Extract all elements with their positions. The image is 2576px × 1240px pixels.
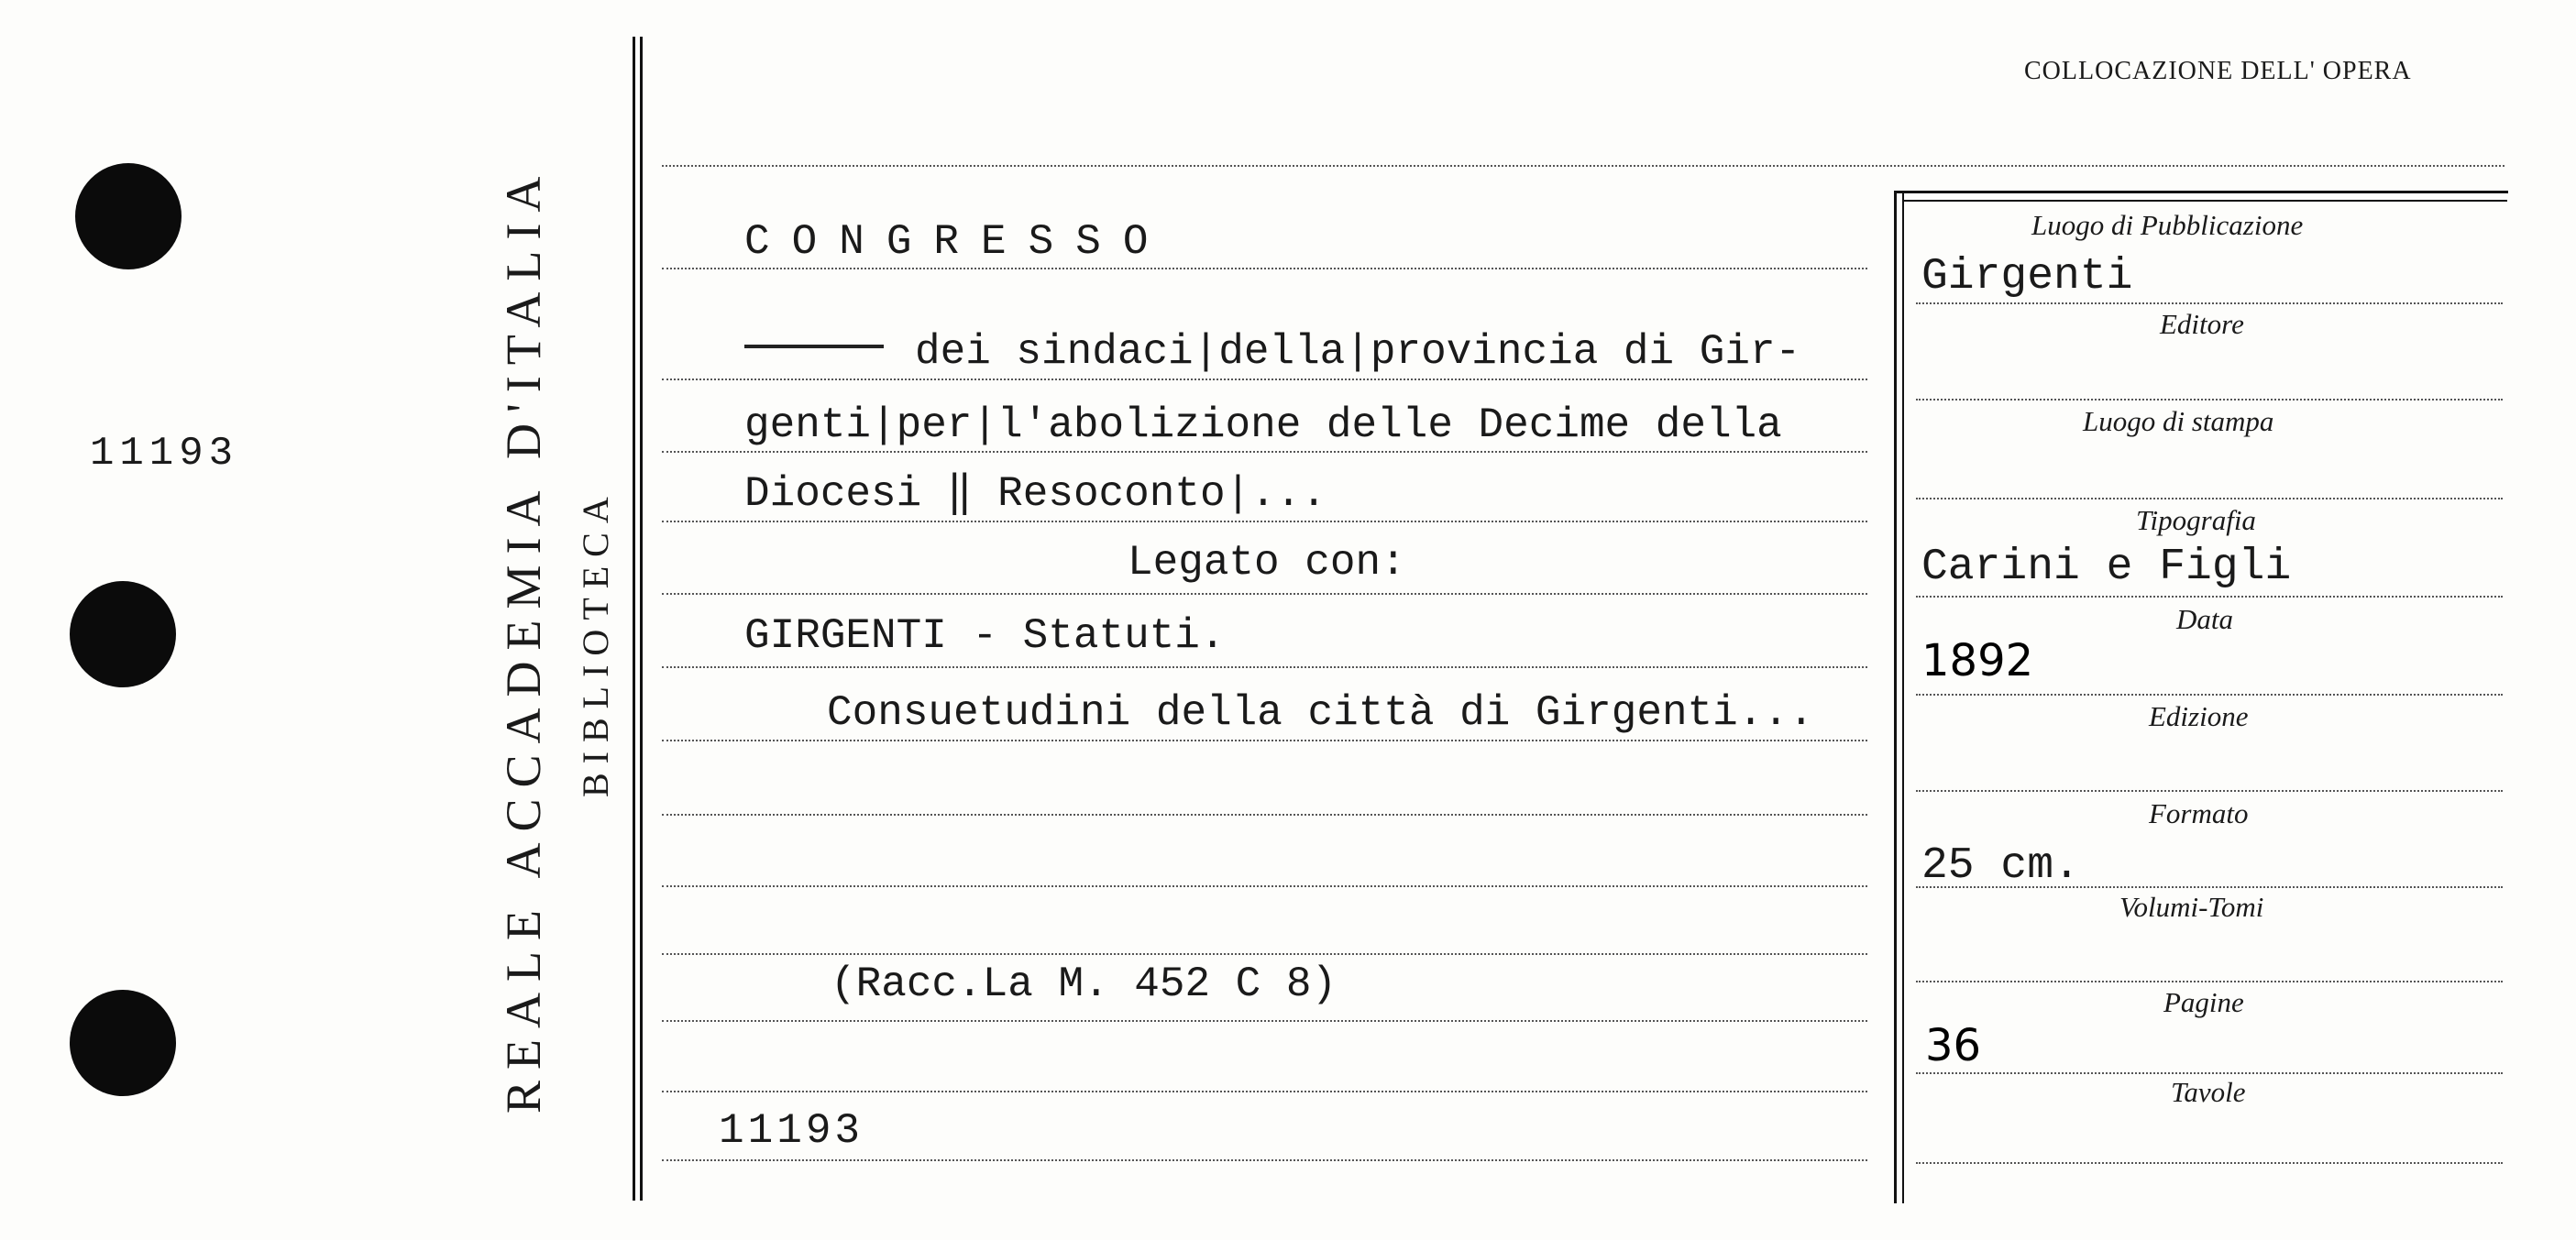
field-line	[1916, 981, 2503, 982]
ruled-line	[662, 740, 1867, 741]
ruled-line	[662, 814, 1867, 816]
ruled-line	[662, 666, 1867, 668]
ruled-line	[662, 953, 1867, 955]
ruled-line	[662, 379, 1867, 380]
entry-line: Diocesi ‖ Resoconto|...	[744, 470, 1327, 518]
punch-hole-top	[75, 163, 182, 269]
vertical-title: REALE ACCADEMIA D'ITALIA	[496, 165, 551, 1114]
punch-hole-bottom	[70, 990, 176, 1096]
shelfmark-line: (Racc.La M. 452 C 8)	[831, 960, 1338, 1008]
field-line	[1916, 498, 2503, 499]
edizione-label: Edizione	[2149, 700, 2249, 732]
ruled-line	[662, 165, 2504, 167]
right-box-top-rule-inner	[1902, 200, 2507, 202]
field-line	[1916, 694, 2503, 696]
tavole-label: Tavole	[2171, 1076, 2246, 1108]
vertical-subtitle: BIBLIOTECA	[575, 488, 616, 797]
ruled-line	[662, 885, 1867, 887]
formato-label: Formato	[2149, 797, 2249, 829]
entry-line: dei sindaci|della|provincia di Gir-	[915, 328, 1801, 376]
left-rule-inner	[640, 37, 643, 1201]
ruled-line	[662, 521, 1867, 522]
ruled-line	[662, 451, 1867, 453]
right-box-rule	[1894, 191, 1897, 1203]
field-line	[1916, 399, 2503, 401]
entry-line: GIRGENTI - Statuti.	[744, 612, 1226, 660]
entry-line: Legato con:	[1128, 539, 1406, 587]
ruled-line	[662, 1020, 1867, 1022]
entry-dash	[744, 345, 884, 348]
side-inventory-number: 11193	[90, 431, 239, 477]
punch-hole-middle	[70, 581, 176, 687]
luogo-stampa-label: Luogo di stampa	[2083, 405, 2274, 437]
field-line	[1916, 790, 2503, 792]
right-box-rule-inner	[1902, 191, 1904, 1203]
ruled-line	[662, 268, 1867, 269]
right-box-top-rule	[1894, 191, 2508, 193]
pagine-value: 36	[1925, 1020, 1982, 1071]
volumi-tomi-label: Volumi-Tomi	[2119, 891, 2264, 923]
luogo-pubblicazione-value: Girgenti	[1921, 252, 2133, 302]
left-rule	[633, 37, 635, 1201]
ruled-line	[662, 1159, 1867, 1161]
data-value: 1892	[1921, 635, 2034, 686]
field-line	[1916, 302, 2503, 304]
entry-line: genti|per|l'abolizione delle Decime della	[744, 401, 1782, 449]
field-line	[1916, 1162, 2503, 1164]
collocazione-label: COLLOCAZIONE DELL' OPERA	[2024, 57, 2412, 85]
entry-heading: CONGRESSO	[744, 218, 1171, 266]
formato-value: 25 cm.	[1921, 841, 2080, 891]
editore-label: Editore	[2160, 308, 2244, 340]
luogo-pubblicazione-label: Luogo di Pubblicazione	[2031, 209, 2304, 241]
entry-line: Consuetudini della città di Girgenti...	[827, 689, 1814, 737]
pagine-label: Pagine	[2163, 986, 2244, 1018]
tipografia-label: Tipografia	[2136, 504, 2256, 536]
ruled-line	[662, 593, 1867, 595]
tipografia-value: Carini e Figli	[1921, 543, 2292, 592]
inventory-number: 11193	[719, 1107, 864, 1155]
data-label: Data	[2176, 603, 2233, 635]
field-line	[1916, 596, 2503, 598]
field-line	[1916, 1072, 2503, 1074]
ruled-line	[662, 1091, 1867, 1092]
